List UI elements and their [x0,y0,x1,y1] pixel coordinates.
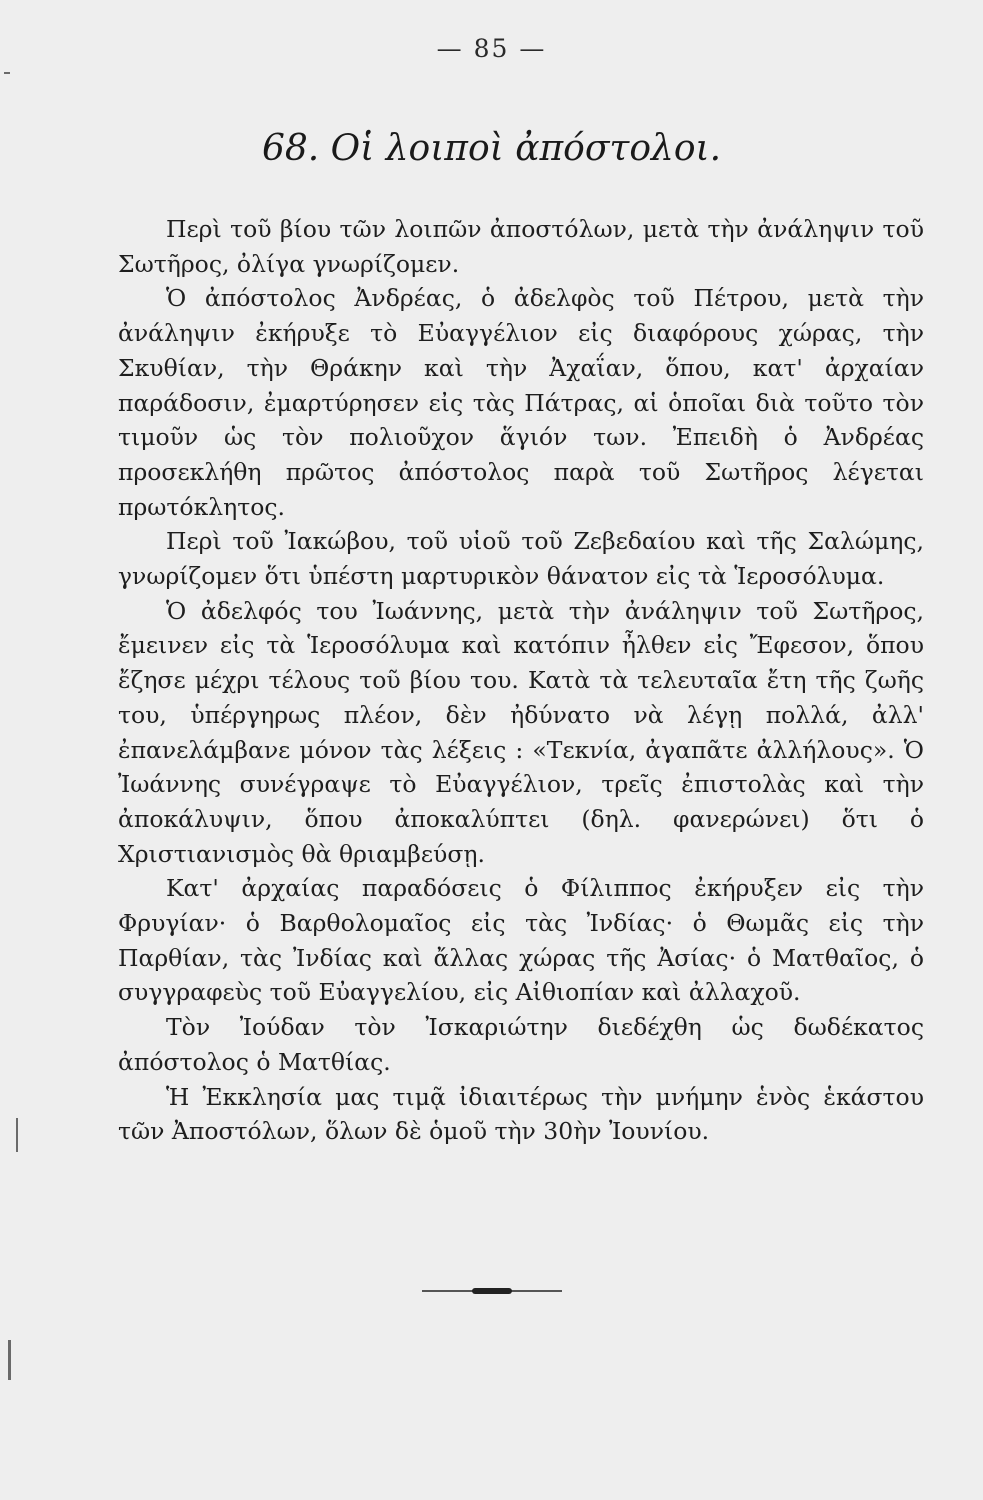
binding-mark [4,72,10,74]
chapter-body [118,212,924,1149]
chapter-title: 68. Οἱ λοιποὶ ἀπόστολοι. [261,128,722,169]
paragraph: Ὁ ἀπόστολος Ἀνδρέας, ὁ ἀδελφὸς τοῦ Πέτρου, μετὰ τὴν ἀνάληψιν ἐκήρυξε τὸ Εὐαγγέλιον εἰς διαφόρους χώρας, τὴν Σκυθίαν, τὴν Θράκην καὶ τὴν Ἀχαΐαν, ὅπου, κατ' ἀρχαίαν παράδοσιν, ἐμαρτύρησεν εἰς τὰς Πάτρας, αἱ ὁποῖαι διὰ τοῦτο τὸν τιμοῦν ὡς τὸν πολιοῦχον ἅγιόν των. Ἐπειδὴ ὁ Ἀνδρέας προσεκλήθη πρῶτος ἀπόστολος παρὰ τοῦ Σωτῆρος λέγεται πρωτόκλητος. [118,284,924,521]
paragraph: Περὶ τοῦ βίου τῶν λοιπῶν ἀποστόλων, μετὰ τὴν ἀνάληψιν τοῦ Σωτῆρος, ὀλίγα γνωρίζομεν. [118,215,924,278]
paragraph: Περὶ τοῦ Ἰακώβου, τοῦ υἱοῦ τοῦ Ζεβεδαίου καὶ τῆς Σαλώμης, γνωρίζομεν ὅτι ὑπέστη μαρτυρικὸν θάνατον εἰς τὰ Ἱεροσόλυμα. [118,527,924,591]
ornament-center [472,1288,512,1294]
page-number: — 85 — [436,34,547,63]
paragraph: Κατ' ἀρχαίας παραδόσεις ὁ Φίλιππος ἐκήρυξεν εἰς τὴν Φρυγίαν· ὁ Βαρθολομαῖος εἰς τὰς Ἰνδίας· ὁ Θωμᾶς εἰς τὴν Παρθίαν, τὰς Ἰνδίας καὶ ἄλλας χώρας τῆς Ἀσίας· ὁ Ματθαῖος, ὁ συγγραφεὺς τοῦ Εὐαγγελίου, εἰς Αἰθιοπίαν καὶ ἀλλαχοῦ. [118,874,924,1007]
binding-mark [8,1340,11,1380]
paragraph: Ὁ ἀδελφός του Ἰωάννης, μετὰ τὴν ἀνάληψιν τοῦ Σωτῆρος, ἔμεινεν εἰς τὰ Ἱεροσόλυμα καὶ κατόπιν ἦλθεν εἰς Ἔφεσον, ὅπου ἔζησε μέχρι τέλους τοῦ βίου του. Κατὰ τὰ τελευταῖα ἔτη τῆς ζωῆς του, ὑπέργηρως πλέον, δὲν ἠδύνατο νὰ λέγῃ πολλά, ἀλλ' ἐπανελάμβανε μόνον τὰς λέξεις : «Τεκνία, ἀγαπᾶτε ἀλλήλους». Ὁ Ἰωάννης συνέγραψε τὸ Εὐαγγέλιον, τρεῖς ἐπιστολὰς καὶ τὴν ἀποκάλυψιν, ὅπου ἀποκαλύπτει (δηλ. φανερώνει) ὅτι ὁ Χριστιανισμὸς θὰ θριαμβεύσῃ. [118,596,924,868]
paragraph: Τὸν Ἰούδαν τὸν Ἰσκαριώτην διεδέχθη ὡς δωδέκατος ἀπόστολος ὁ Ματθίας. [118,1013,924,1076]
paragraph: Ἡ Ἐκκλησία μας τιμᾷ ἰδιαιτέρως τὴν μνήμην ἑνὸς ἑκάστου τῶν Ἀποστόλων, ὅλων δὲ ὁμοῦ τὴν 30ὴν Ἰουνίου. [118,1082,924,1146]
binding-mark [16,1118,18,1152]
section-end-ornament [422,1288,562,1294]
